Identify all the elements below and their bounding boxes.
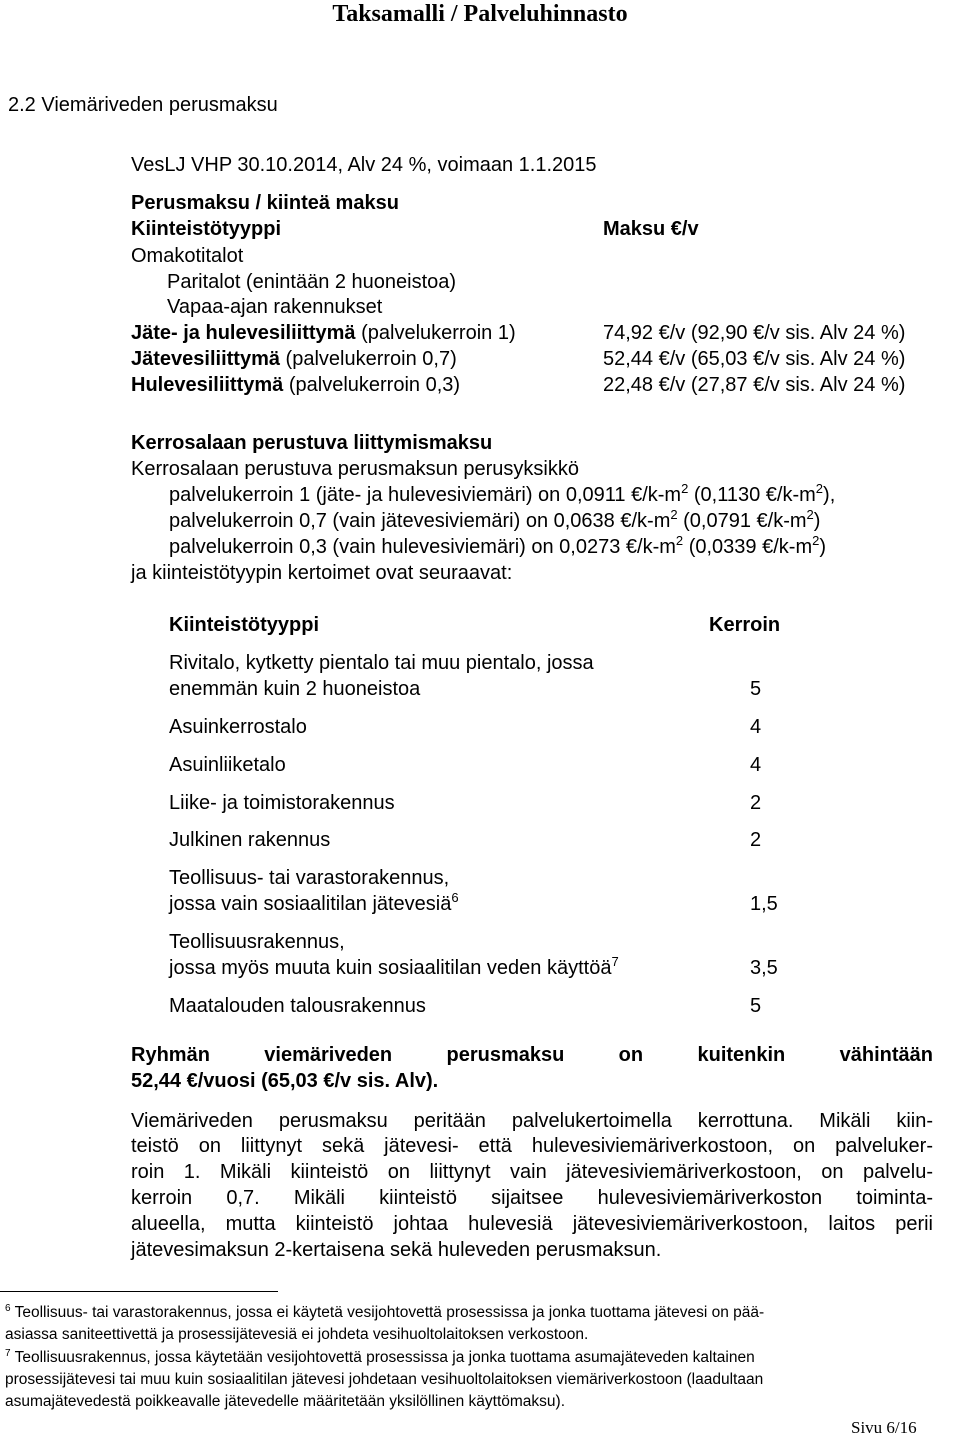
area-fee-line: [169, 507, 821, 532]
coef-row-label: Asuinkerrostalo: [169, 716, 307, 738]
area-fee-line-text: palvelukerroin 0,3 (vain hulevesiviemäri) on 0,0273 €/k-m: [169, 536, 676, 558]
paragraph-line: kerroin 0,7. Mikäli kiinteistö sijaitsee hulevesiviemäriverkoston toiminta-: [131, 1187, 933, 1209]
area-fee-line-text: ): [813, 510, 821, 532]
fee-row-name: Jäte- ja hulevesiliittymä: [131, 322, 356, 344]
coef-row-label-text: jossa vain sosiaalitilan jätevesiä: [169, 893, 452, 915]
area-fee-line-text: ),: [823, 484, 836, 506]
coef-row-label: Teollisuusrakennus,: [169, 931, 345, 953]
area-fee-subtitle: Kerrosalaan perustuva perusmaksun perusyksikkö: [131, 458, 579, 480]
coef-row-label: Teollisuus- tai varastorakennus,: [169, 867, 450, 889]
footnote-divider: [0, 1291, 278, 1292]
coef-row-label: Maatalouden talousrakennus: [169, 995, 426, 1017]
coef-row-value: 3,5: [750, 957, 778, 979]
basic-fee-title: Perusmaksu / kiinteä maksu: [131, 192, 399, 214]
area-fee-line: [169, 533, 827, 558]
fee-row-factor: (palvelukerroin 0,3): [288, 374, 461, 396]
coef-row-value: 4: [750, 716, 762, 738]
coef-row-label: enemmän kuin 2 huoneistoa: [169, 678, 421, 700]
footnote-text: prosessijätevesi tai muu kuin sosiaalitilan jätevesi johdetaan vesihuoltolaitoksen viemäriverkostoon (laadultaan: [5, 1371, 764, 1388]
footnote-text: Teollisuus- tai varastorakennus, jossa ei käytetä vesijohtovettä prosessissa ja jonka tuottama jätevesi on pää-: [14, 1304, 765, 1321]
page-number: Sivu 6/16: [851, 1418, 917, 1437]
area-fee-title: Kerrosalaan perustuva liittymismaksu: [131, 432, 493, 454]
fee-row-factor: (palvelukerroin 1): [361, 322, 516, 344]
footnote-ref: 7: [611, 954, 619, 969]
footnote-number: 6: [5, 1303, 11, 1314]
coef-row-value: 2: [750, 829, 762, 851]
superscript: 2: [670, 507, 678, 522]
minimum-fee-line: Ryhmän viemäriveden perusmaksu on kuitenkin vähintään: [131, 1044, 933, 1066]
paragraph-line: Viemäriveden perusmaksu peritään palvelukertoimella kerrottuna. Mikäli kiin-: [131, 1110, 933, 1132]
fee-row: [131, 349, 457, 369]
coef-row-label: Asuinliiketalo: [169, 754, 286, 776]
coef-row-label: Julkinen rakennus: [169, 829, 331, 851]
property-type: Omakotitalot: [131, 245, 244, 267]
area-fee-line-text: (0,1130 €/k-m: [688, 484, 816, 506]
area-fee-intro: ja kiinteistötyypin kertoimet ovat seuraavat:: [131, 562, 513, 584]
footnote: [5, 1305, 764, 1321]
footnote: [5, 1350, 755, 1366]
area-fee-line-text: (0,0791 €/k-m: [677, 510, 807, 532]
coef-row-label-text: jossa myös muuta kuin sosiaalitilan veden käyttöä: [169, 957, 612, 979]
area-fee-line-text: (0,0339 €/k-m: [683, 536, 813, 558]
header-title: Taksamalli / Palveluhinnasto: [332, 1, 628, 27]
coef-row-value: 1,5: [750, 893, 778, 915]
superscript: 2: [815, 481, 824, 496]
section-heading: 2.2 Viemäriveden perusmaksu: [8, 94, 278, 116]
coef-row-label: [169, 954, 619, 979]
coef-col-header-type: Kiinteistötyyppi: [169, 614, 320, 636]
fee-row-factor: (palvelukerroin 0,7): [285, 348, 457, 370]
fee-row: [131, 375, 460, 395]
fee-row-name: Jätevesiliittymä: [131, 348, 280, 370]
decision-line: VesLJ VHP 30.10.2014, Alv 24 %, voimaan 1.1.2015: [131, 154, 597, 176]
coef-row-value: 4: [750, 754, 762, 776]
coef-row-value: 5: [750, 995, 762, 1017]
paragraph-line: alueella, mutta kiinteistö johtaa hulevesiä jätevesiviemäriverkostoon, laitos perii: [131, 1213, 933, 1235]
fee-row-name: Hulevesiliittymä: [131, 374, 284, 396]
coef-row-label: Rivitalo, kytketty pientalo tai muu pientalo, jossa: [169, 652, 594, 674]
minimum-fee-amount: 52,44 €/vuosi (65,03 €/v sis. Alv).: [131, 1070, 439, 1092]
area-fee-line-text: palvelukerroin 0,7 (vain jätevesiviemäri) on 0,0638 €/k-m: [169, 510, 671, 532]
paragraph-line: roin 1. Mikäli kiinteistö on liittynyt vain jätevesiviemäriverkostoon, on palvelu-: [131, 1161, 933, 1183]
footnote-ref: 6: [451, 890, 459, 905]
footnote-text: asiassa saniteettivettä ja prosessijätevesiä ei johdeta vesihuoltolaitoksen verkostoon.: [5, 1326, 589, 1343]
fee-row: [131, 323, 516, 343]
paragraph-line: teistö on liittynyt sekä jätevesi- että hulevesiviemäriverkostoon, on palveluker-: [131, 1135, 933, 1157]
superscript: 2: [806, 507, 814, 522]
coef-row-label: Liike- ja toimistorakennus: [169, 792, 395, 814]
superscript: 2: [681, 481, 689, 496]
footnote-number: 7: [5, 1348, 11, 1359]
superscript: 2: [812, 533, 820, 548]
fee-row-value: 52,44 €/v (65,03 €/v sis. Alv 24 %): [603, 348, 906, 370]
property-type: Vapaa-ajan rakennukset: [167, 296, 383, 318]
coef-row-value: 2: [750, 792, 762, 814]
paragraph-line: jätevesimaksun 2-kertaisena sekä huleveden perusmaksun.: [131, 1239, 662, 1261]
col-header-type: Kiinteistötyyppi: [131, 218, 282, 240]
coef-row-value: 5: [750, 678, 762, 700]
footnote-text: asumajätevedestä poikkeavalle jätevedelle määritetään yksilöllinen käyttömaksu).: [5, 1393, 566, 1410]
coef-col-header-value: Kerroin: [709, 614, 781, 636]
area-fee-line: [169, 481, 836, 506]
area-fee-line-text: ): [819, 536, 827, 558]
property-type: Paritalot (enintään 2 huoneistoa): [167, 271, 457, 293]
footnote-text: Teollisuusrakennus, jossa käytetään vesijohtovettä prosessissa ja jonka tuottama asumajäteveden kaltainen: [14, 1349, 755, 1366]
col-header-fee: Maksu €/v: [603, 218, 699, 240]
fee-row-value: 74,92 €/v (92,90 €/v sis. Alv 24 %): [603, 322, 906, 344]
superscript: 2: [675, 533, 684, 548]
coef-row-label: [169, 890, 459, 915]
fee-row-value: 22,48 €/v (27,87 €/v sis. Alv 24 %): [603, 374, 906, 396]
area-fee-line-text: palvelukerroin 1 (jäte- ja hulevesiviemäri) on 0,0911 €/k-m: [169, 484, 682, 506]
